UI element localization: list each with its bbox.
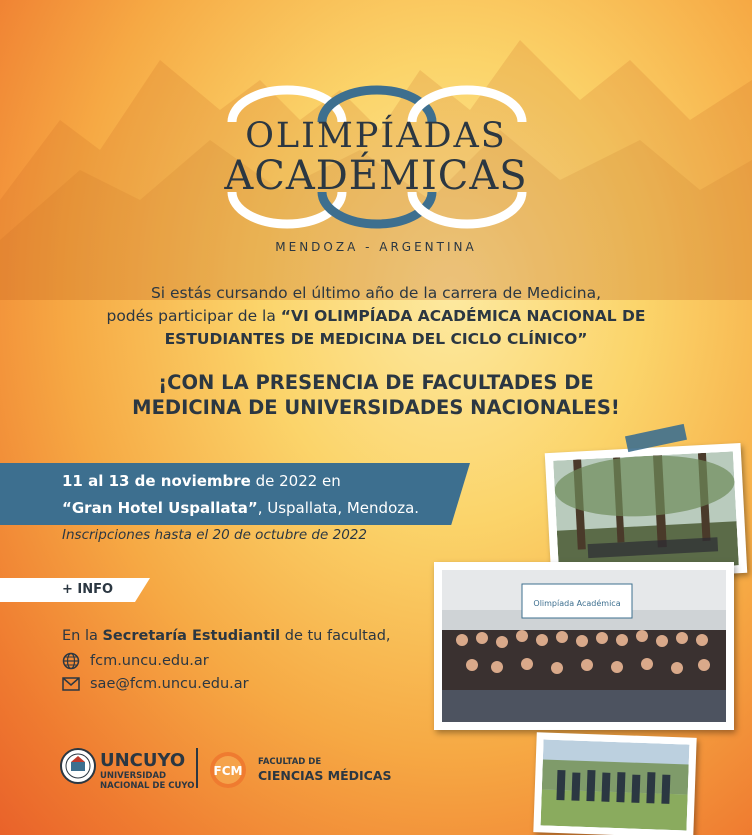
outdoor-scene bbox=[541, 739, 690, 830]
fcm-badge-text: FCM bbox=[213, 764, 243, 778]
contact-bold: Secretaría Estudiantil bbox=[102, 628, 281, 644]
contact-suffix: de tu facultad, bbox=[280, 628, 391, 644]
event-dates-bold: 11 al 13 de noviembre bbox=[62, 472, 251, 490]
website-row[interactable] bbox=[62, 652, 209, 670]
group-banner-text: Olimpíada Académica bbox=[533, 599, 621, 608]
intro-line1: Si estás cursando el último año de la carrera de Medicina, bbox=[150, 284, 602, 302]
photo-group-image bbox=[442, 570, 726, 722]
intro-text bbox=[60, 282, 692, 351]
group-scene bbox=[442, 570, 726, 722]
photo-forest-image bbox=[553, 451, 739, 574]
faculty-line1: FACULTAD DE bbox=[258, 757, 322, 767]
event-venue-rest: , Uspallata, Mendoza. bbox=[257, 499, 420, 517]
email-link[interactable]: sae@fcm.uncu.edu.ar bbox=[90, 676, 249, 692]
envelope-icon bbox=[62, 677, 80, 691]
contact-prefix: En la bbox=[62, 628, 103, 644]
logo-title-line2: ACADÉMICAS bbox=[224, 153, 528, 199]
intro-line2-prefix: podés participar de la bbox=[106, 307, 281, 325]
info-label: + INFO bbox=[62, 582, 114, 597]
event-venue bbox=[62, 495, 462, 522]
event-dates bbox=[62, 468, 462, 495]
photo-outdoor-image bbox=[541, 739, 690, 830]
uncuyo-seal-icon bbox=[60, 747, 96, 785]
fcm-badge-icon bbox=[206, 750, 252, 790]
website-link[interactable]: fcm.uncu.edu.ar bbox=[90, 653, 209, 669]
event-venue-bold: “Gran Hotel Uspallata” bbox=[62, 499, 258, 517]
event-details bbox=[62, 468, 462, 522]
event-dates-rest: de 2022 en bbox=[250, 472, 341, 490]
intro-line2-bold: “VI OLIMPÍADA ACADÉMICA NACIONAL DE bbox=[280, 307, 646, 325]
university-sub1: UNIVERSIDAD bbox=[100, 771, 167, 781]
intro-line2 bbox=[60, 305, 692, 328]
forest-scene bbox=[553, 451, 739, 574]
university-subtitle bbox=[100, 771, 194, 791]
highlight-line2: MEDICINA DE UNIVERSIDADES NACIONALES! bbox=[132, 396, 620, 419]
highlight-heading bbox=[40, 370, 712, 420]
logo-subtitle: MENDOZA - ARGENTINA bbox=[275, 240, 477, 254]
footer-divider bbox=[196, 748, 198, 788]
email-row[interactable] bbox=[62, 676, 249, 692]
intro-line3 bbox=[60, 328, 692, 351]
intro-line3-bold: ESTUDIANTES DE MEDICINA DEL CICLO CLÍNICO” bbox=[164, 330, 588, 348]
highlight-line1: ¡CON LA PRESENCIA DE FACULTADES DE bbox=[158, 371, 594, 394]
photo-group bbox=[434, 562, 734, 730]
contact-intro bbox=[62, 628, 391, 644]
logo-title-line1: OLIMPÍADAS bbox=[245, 116, 507, 156]
university-sub2: NACIONAL DE CUYO bbox=[100, 781, 195, 791]
photo-outdoor bbox=[533, 732, 696, 835]
registration-deadline: Inscripciones hasta el 20 de octubre de 2022 bbox=[62, 527, 367, 543]
university-name: UNCUYO bbox=[100, 750, 186, 771]
faculty-line2: CIENCIAS MÉDICAS bbox=[258, 768, 392, 783]
globe-icon bbox=[62, 652, 80, 670]
